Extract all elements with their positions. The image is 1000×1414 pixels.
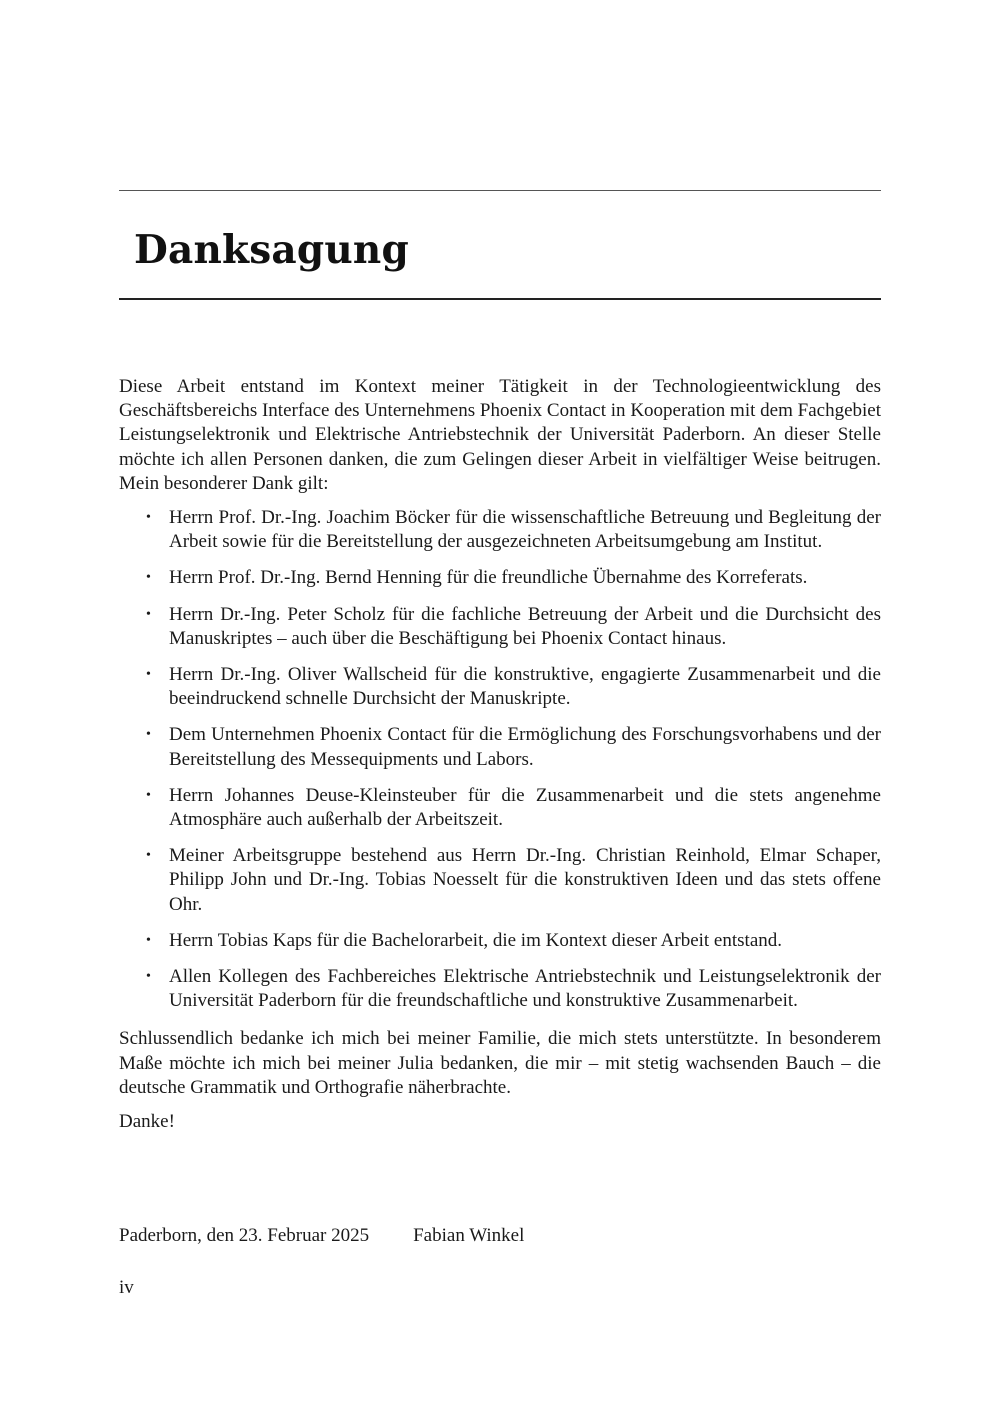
bullet-icon: • [146, 510, 151, 526]
list-item-text: Herrn Tobias Kaps für die Bachelorarbeit, die im Kontext dieser Arbeit entstand. [169, 929, 783, 951]
bullet-icon: • [146, 969, 151, 985]
list-item-text: Herrn Prof. Dr.-Ing. Joachim Böcker für die wissenschaftliche Betreuung und Begleitung der Arbeit sowie für die Bereitstellung der ausgezeichneten Arbeitsumgebung am Institut. [169, 507, 881, 553]
bullet-icon: • [146, 570, 151, 586]
list-item-text: Meiner Arbeitsgruppe bestehend aus Herrn Dr.-Ing. Christian Reinhold, Elmar Schaper, Philipp John und Dr.-Ing. Tobias Noesselt für die konstruktiven Ideen und das stets offene Ohr. [169, 845, 881, 915]
list-item-text: Herrn Prof. Dr.-Ing. Bernd Henning für die freundliche Übernahme des Korreferats. [169, 567, 808, 589]
bullet-icon: • [146, 932, 151, 948]
list-item [119, 965, 881, 1013]
author-name: Fabian Winkel [413, 1225, 525, 1246]
chapter-title: Danksagung [134, 227, 409, 273]
list-item [119, 844, 881, 917]
list-item [119, 784, 881, 832]
list-item-text: Herrn Johannes Deuse-Kleinsteuber für die Zusammenarbeit und die stets angenehme Atmosphäre auch außerhalb der Arbeitszeit. [169, 784, 881, 831]
intro-paragraph: Diese Arbeit entstand im Kontext meiner Tätigkeit in der Technologieentwicklung des Geschäftsbereichs Interface des Unternehmens Phoenix Contact in Kooperation mit dem Fachgebiet Leistungselektronik und Elektrische Antriebstechnik der Universität Paderborn. An dieser Stelle möchte ich allen Personen danken, die zum Gelingen dieser Arbeit in vielfältiger Weise beitrugen. Mein besonderer Dank gilt: [119, 376, 881, 494]
list-item-text: Allen Kollegen des Fachbereiches Elektrische Antriebstechnik und Leistungselektronik der Universität Paderborn für die freundschaftliche und konstruktive Zusammenarbeit. [169, 966, 881, 1012]
chapter-top-rule [119, 190, 881, 191]
thanks-list [119, 506, 881, 1013]
list-item-text: Herrn Dr.-Ing. Oliver Wallscheid für die konstruktive, engagierte Zusammenarbeit und die beeindruckend schnelle Durchsicht der Manuskripte. [169, 664, 881, 710]
list-item-text: Herrn Dr.-Ing. Peter Scholz für die fachliche Betreuung der Arbeit und die Durchsicht des Manuskriptes – auch über die Beschäftigung bei Phoenix Contact hinaus. [169, 603, 881, 649]
thanks-line: Danke! [119, 1111, 175, 1133]
list-item-text: Dem Unternehmen Phoenix Contact für die Ermöglichung des Forschungsvorhabens und der Bereitstellung des Messequipments und Labors. [169, 724, 881, 770]
list-item [119, 929, 881, 953]
list-item [119, 603, 881, 651]
bullet-icon: • [146, 606, 151, 622]
bullet-icon: • [146, 667, 151, 683]
list-item [119, 566, 881, 590]
chapter-bottom-rule [119, 298, 881, 300]
page-number: iv [119, 1277, 134, 1298]
list-item [119, 506, 881, 554]
acknowledgement-body [119, 375, 881, 1134]
closing-paragraph: Schlussendlich bedanke ich mich bei meiner Familie, die mich stets unterstützte. In besonderem Maße möchte ich mich bei meiner Julia bedanken, die mir – mit stetig wachsenden Bauch – die deutsche Grammatik und Orthografie näherbrachte. [119, 1028, 881, 1098]
bullet-icon: • [146, 727, 151, 743]
list-item [119, 723, 881, 771]
bullet-icon: • [146, 848, 151, 864]
signature-line [119, 1224, 524, 1248]
place-date: Paderborn, den 23. Februar 2025 [119, 1225, 370, 1246]
bullet-icon: • [146, 787, 151, 803]
list-item [119, 663, 881, 711]
